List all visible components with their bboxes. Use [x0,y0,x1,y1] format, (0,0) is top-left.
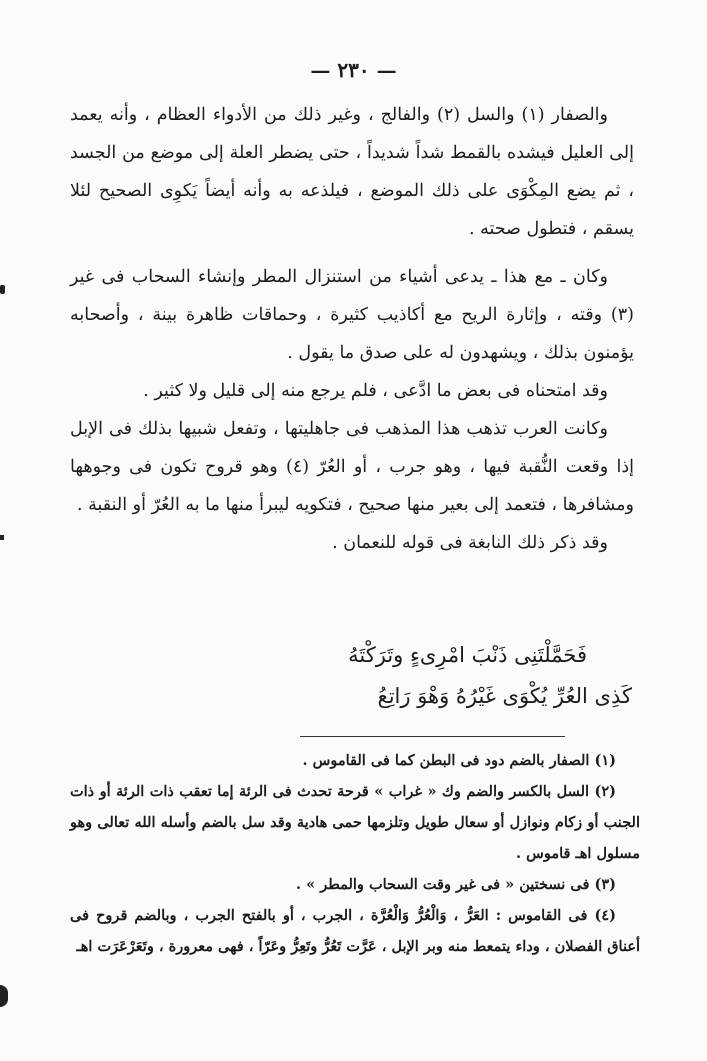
footnotes [70,745,640,962]
paragraph-3: وقد امتحناه فى بعض ما ادَّعى ، فلم يرجع منه إلى قليل ولا كثير . [143,381,608,401]
paragraph-4: وكانت العرب تذهب هذا المذهب فى جاهليتها ، وتفعل شبيها بذلك فى الإبل إذا وقعت النُّقبة فيها ، وهو جرب ، أو العُرّ (٤) وهو قروح تكون فى وجوهها ومشافرها ، فتعمد إلى بعير منها صحيح ، فتكويه ليبرأ منها ما به العُرّ أو النقبة . [70,419,634,515]
scan-mark [0,985,8,1007]
paragraph-1: والصفار (١) والسل (٢) والفالج ، وغير ذلك من الأدواء العظام ، وأنه يعمد إلى العليل فيشده بالقمط شداً شديداً ، حتى يضطر العلة إلى موضع من الجسد ، ثم يضع المِكْوَى على ذلك الموضع ، فيلذعه به وأنه أيضاً يَكوِى الصحيح لئلا يسقم ، فتطول صحته . [70,105,634,239]
paragraph-5: وقد ذكر ذلك النابغة فى قوله للنعمان . [332,533,608,553]
scan-mark [0,285,5,294]
footnote-1: (١) الصفار بالضم دود فى البطن كما فى القاموس . [302,752,616,769]
verse-hemistich-1: فَحَمَّلْتَنِى ذَنْبَ امْرِىءٍ وتَرَكْتَهُ [348,643,587,667]
footnote-2: (٢) السل بالكسر والضم وك « غراب » قرحة تحدث فى الرئة إما تعقب ذات الرئة أو ذات الجنب أو زكام ونوازل أو سعال طويل وتلزمها حمى هادية وقد سل بالضم وأسله الله تعالى وهو مسلول اهـ قاموس . [70,783,640,862]
paragraph-2: وكان ـ مع هذا ـ يدعى أشياء من استنزال المطر وإنشاء السحاب فى غير (٣) وقته ، وإثارة الريح مع أكاذيب كثيرة ، وحماقات ظاهرة بينة ، وأصحابه يؤمنون بذلك ، ويشهدون له على صدق ما يقول . [70,267,634,363]
main-text [70,96,634,562]
verse-hemistich-2: كَذِى العُرِّ يُكْوَى غَيْرُهُ وَهْوَ رَاتِعُ [377,684,632,708]
footnote-3: (٣) فى نسختين « فى غير وقت السحاب والمطر » . [295,876,616,893]
footnote-separator [300,736,565,737]
page-number: — ٢٣٠ — [310,58,397,82]
footnote-4: (٤) فى القاموس : العَرُّ ، وَالْعُرُّ وَالْعُرَّة ، الجرب ، أو بالفتح الجرب ، وبالضم قروح فى أعناق الفصلان ، وداء يتمعط منه وبر الإبل ، عَرَّت تَعُرُّ وتَعِرُّ وعَرّاً ، فهى معرورة ، وتَعَرْعَرَت اهـ [70,907,640,955]
scan-mark [0,535,4,540]
